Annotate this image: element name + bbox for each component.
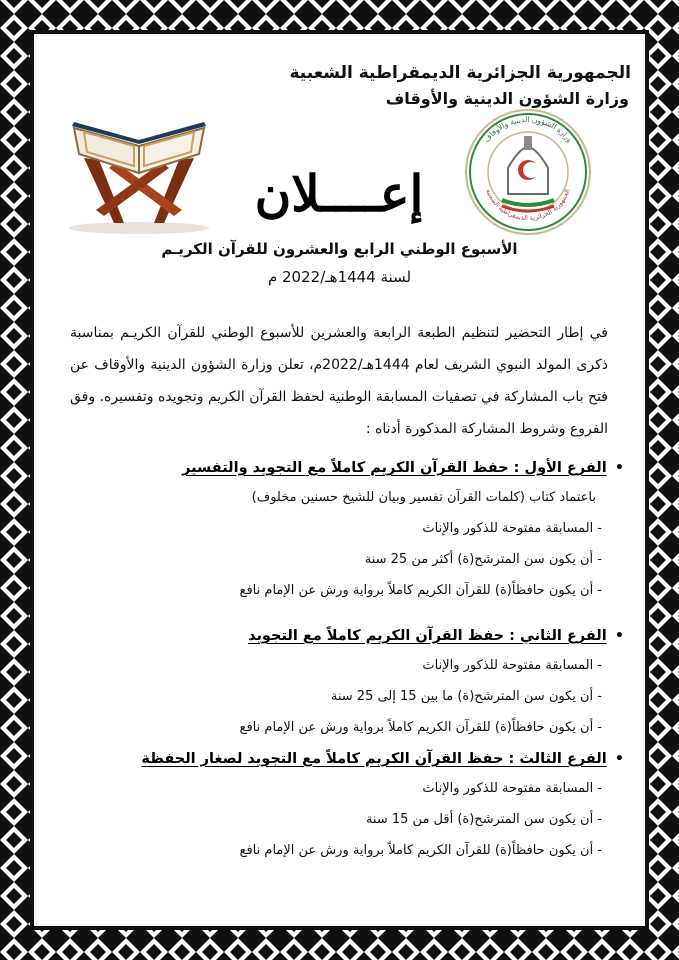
- branch-heading: الفرع الثاني : حفظ القرآن الكريم كاملاً مع التجويد: [248, 628, 607, 644]
- branch-two: [64, 622, 624, 743]
- event-title: الأسبوع الوطني الرابع والعشرون للقرآن الكريـم: [161, 240, 518, 258]
- branch-line: - المسابقة مفتوحة للذكور والإناث: [422, 781, 602, 796]
- announcement-title: إعــــلان: [254, 164, 424, 223]
- country-name: الجمهورية الجزائرية الديمقراطية الشعبية: [289, 63, 631, 83]
- event-year: لسنة 1444هـ/2022 م: [267, 268, 412, 286]
- quran-on-stand-icon: [54, 88, 224, 238]
- branch-heading: الفرع الأول : حفظ القرآن الكريم كاملاً مع التجويد والتفسير: [182, 460, 607, 476]
- seal-ring-text: وزارة الشؤون الدينية والأوقاف: [481, 114, 575, 144]
- branch-line: - المسابقة مفتوحة للذكور والإناث: [422, 658, 602, 673]
- branch-heading: الفرع الثالث : حفظ القرآن الكريم كاملاً مع التجويد لصغار الحفظة: [141, 751, 607, 767]
- bullet-icon: •: [614, 751, 624, 767]
- branch-line: - أن يكون حافظاً(ة) للقرآن الكريم كاملاً برواية ورش عن الإمام نافع: [239, 583, 602, 598]
- branch-one: [64, 454, 624, 606]
- seal-ring-text-2: الجمهورية الجزائرية الديمقراطية الشعبية: [484, 187, 572, 223]
- branch-line: - أن يكون حافظاً(ة) للقرآن الكريم كاملاً برواية ورش عن الإمام نافع: [239, 720, 602, 735]
- branch-line: - أن يكون سن المترشح(ة) ما بين 15 إلى 25 سنة: [330, 689, 602, 704]
- ministry-seal-icon: [462, 106, 594, 238]
- branch-line: باعتماد كتاب (كلمات القرآن تفسير وبيان للشيخ حسنين مخلوف): [251, 490, 596, 505]
- official-header: [211, 60, 631, 112]
- branch-line: - أن يكون سن المترشح(ة) أقل من 15 سنة: [365, 812, 602, 827]
- ministry-name: وزارة الشؤون الدينية والأوقاف: [385, 89, 629, 108]
- branch-line: - أن يكون سن المترشح(ة) أكثر من 25 سنة: [364, 552, 602, 567]
- intro-paragraph: في إطار التحضير لتنظيم الطبعة الرابعة والعشرين للأسبوع الوطني للقرآن الكريـم بمناسبة ذكرى المولد النبوي الشريف لعام 1444هـ/2022م، تعلن وزارة الشؤون الدينية والأوقاف عن فتح باب المشاركة في تصفيات المسابقة الوطنية لحفظ القرآن الكريم وتجويده وتفسيره. وفق الفروع وشروط المشاركة المذكورة أدناه :: [70, 325, 608, 437]
- content-area: [34, 34, 645, 926]
- bullet-icon: •: [614, 628, 624, 644]
- branch-line: - أن يكون حافظاً(ة) للقرآن الكريم كاملاً برواية ورش عن الإمام نافع: [239, 843, 602, 858]
- branch-line: - المسابقة مفتوحة للذكور والإناث: [422, 521, 602, 536]
- branch-three: [64, 745, 624, 866]
- bullet-icon: •: [614, 460, 624, 476]
